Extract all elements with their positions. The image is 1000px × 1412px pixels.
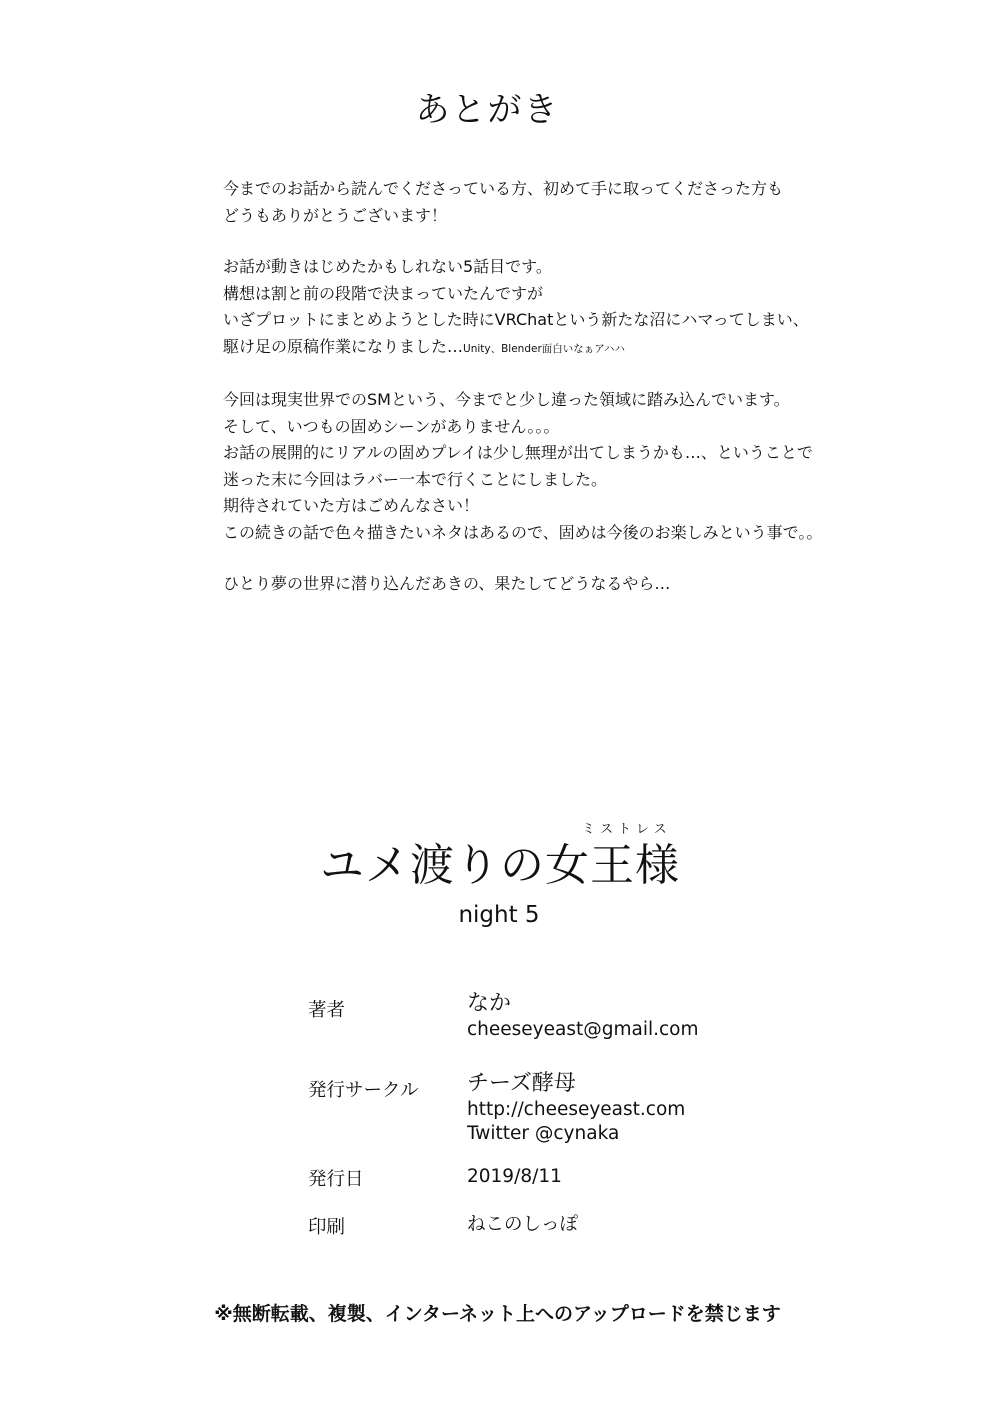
afterword-line: お話の展開的にリアルの固めプレイは少し無理が出てしまうかも…、ということで: [223, 443, 813, 462]
afterword-line: お話が動きはじめたかもしれない5話目です。: [223, 257, 552, 276]
book-title: ユメ渡りの女王様: [320, 840, 680, 891]
afterword-line: 今までのお話から読んでくださっている方、初めて手に取ってくださった方も: [223, 179, 784, 198]
author-label: 著者: [308, 1000, 346, 1021]
print-values: [467, 1211, 868, 1239]
printer-name: ねこのしっぽ: [467, 1214, 579, 1235]
print-label: 印刷: [308, 1217, 346, 1238]
afterword-line: 構想は割と前の段階で決まっていたんですが: [223, 283, 544, 303]
afterword-line: 期待されていた方はごめんなさい！: [223, 496, 480, 515]
book-title-block: [0, 822, 1000, 894]
afterword-paragraph: [223, 176, 923, 229]
title-ruby: ミストレス: [582, 822, 672, 837]
circle-name: チーズ酵母: [467, 1071, 576, 1096]
circle-label: 発行サークル: [308, 1080, 419, 1101]
afterword-body: [223, 176, 923, 623]
afterword-line-text: 駆け足の原稿作業になりました…: [223, 336, 464, 356]
book-subtitle: night 5: [458, 902, 540, 928]
afterword-line: 迷った末に今回はラバー一本で行くことにしました。: [223, 469, 608, 489]
afterword-paragraph: [223, 571, 923, 598]
afterword-line: [223, 334, 923, 363]
author-email: cheeseyeast@gmail.com: [467, 1019, 699, 1040]
publication-date: 2019/8/11: [467, 1166, 562, 1187]
author-values: [467, 990, 868, 1042]
title-wrap: [320, 822, 680, 894]
author-name: なか: [467, 991, 512, 1016]
colophon-row-circle: [308, 1070, 868, 1163]
afterword-paragraph: [223, 387, 923, 546]
afterword-aside-small: Unity、Blender面白いなぁアハハ: [463, 342, 625, 355]
colophon-row-author: [308, 990, 868, 1070]
circle-values: [467, 1070, 868, 1146]
circle-url: http://cheeseyeast.com: [467, 1099, 686, 1120]
afterword-line: この続きの話で色々描きたいネタはあるので、固めは今後のお楽しみという事で。。: [223, 522, 823, 542]
colophon: [308, 990, 868, 1251]
afterword-line: どうもありがとうございます！: [223, 205, 448, 225]
afterword-line: そして、いつもの固めシーンがありません。。。: [223, 416, 560, 436]
date-label: 発行日: [308, 1169, 364, 1190]
afterword-line: いざプロットにまとめようとした時にVRChatという新たな沼にハマってしまい、: [223, 310, 809, 329]
afterword-line: ひとり夢の世界に潜り込んだあきの、果たしてどうなるやら…: [223, 574, 671, 593]
afterword-line: 今回は現実世界でのSMという、今までと少し違った領域に踏み込んでいます。: [223, 390, 790, 409]
colophon-row-date: [308, 1163, 868, 1211]
date-values: [467, 1163, 868, 1191]
afterword-paragraph: [223, 254, 923, 362]
circle-twitter: Twitter @cynaka: [467, 1123, 620, 1144]
copyright-notice: ※無断転載、複製、インターネット上へのアップロードを禁じます: [214, 1303, 781, 1325]
afterword-heading: あとがき: [415, 90, 560, 130]
colophon-row-print: [308, 1211, 868, 1251]
